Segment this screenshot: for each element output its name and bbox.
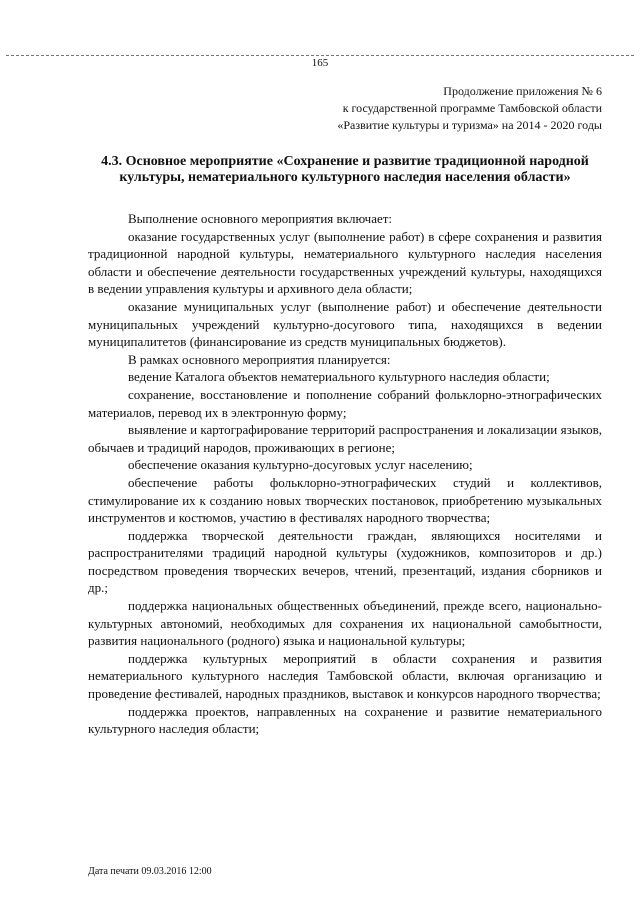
paragraph: выявление и картографирование территорий распространения и локализации языков, обычаев и традиций народов, проживающих в регионе;: [88, 422, 602, 455]
appendix-header: [337, 83, 602, 134]
paragraph: поддержка культурных мероприятий в области сохранения и развития нематериального культурного наследия Тамбовской области, включая организацию и проведение фестивалей, народных праздников, выставок и конкурсов народного творчества;: [88, 650, 602, 702]
print-date: Дата печати 09.03.2016 12:00: [88, 866, 212, 877]
appendix-header-line: к государственной программе Тамбовской области: [342, 101, 602, 115]
paragraph: оказание государственных услуг (выполнение работ) в сфере сохранения и развития традиционной народной культуры, нематериального культурного наследия населения области и обеспечение деятельности государственных учреждений культуры, находящихся в ведении управления культуры и архивного дела области;: [88, 228, 602, 297]
header-divider: [6, 55, 634, 56]
paragraph: В рамках основного мероприятия планируется:: [128, 351, 391, 367]
paragraph: сохранение, восстановление и пополнение собраний фольклорно-этнографических материалов, перевод их в электронную форму;: [88, 386, 602, 420]
paragraph: ведение Каталога объектов нематериального культурного наследия области;: [128, 369, 550, 385]
paragraph: поддержка творческой деятельности граждан, являющихся носителями и распространителями традиций народной культуры (художников, композиторов и др.) посредством проведения творческих вечеров, чтений, презентаций, издания сборников и др.;: [88, 527, 602, 596]
body-text: [88, 210, 602, 738]
paragraph: обеспечение работы фольклорно-этнографических студий и коллективов, стимулирование их к созданию новых творческих постановок, приобретению музыкальных инструментов и костюмов, участию в фестивалях народного творчества;: [88, 474, 602, 526]
appendix-header-line: «Развитие культуры и туризма» на 2014 - 2020 годы: [337, 118, 602, 132]
paragraph: поддержка проектов, направленных на сохранение и развитие нематериального культурного наследия области;: [88, 703, 602, 737]
appendix-header-line: Продолжение приложения № 6: [443, 84, 602, 98]
page-number: 165: [311, 57, 329, 69]
section-title: 4.3. Основное мероприятие «Сохранение и развитие традиционной народной культуры, нематериального культурного наследия населения области»: [101, 154, 589, 185]
paragraph: обеспечение оказания культурно-досуговых услуг населению;: [128, 457, 473, 473]
paragraph: поддержка национальных общественных объединений, прежде всего, национально-культурных автономий, необходимых для сохранения их национальной самобытности, развития национального (родного) языка и национальной культуры;: [88, 598, 602, 649]
paragraph: оказание муниципальных услуг (выполнение работ) и обеспечение деятельности муниципальных учреждений культурно-досугового типа, находящихся в ведении муниципалитетов (финансирование из средств муниципальных бюджетов).: [88, 298, 602, 350]
paragraph: Выполнение основного мероприятия включает:: [128, 211, 393, 226]
